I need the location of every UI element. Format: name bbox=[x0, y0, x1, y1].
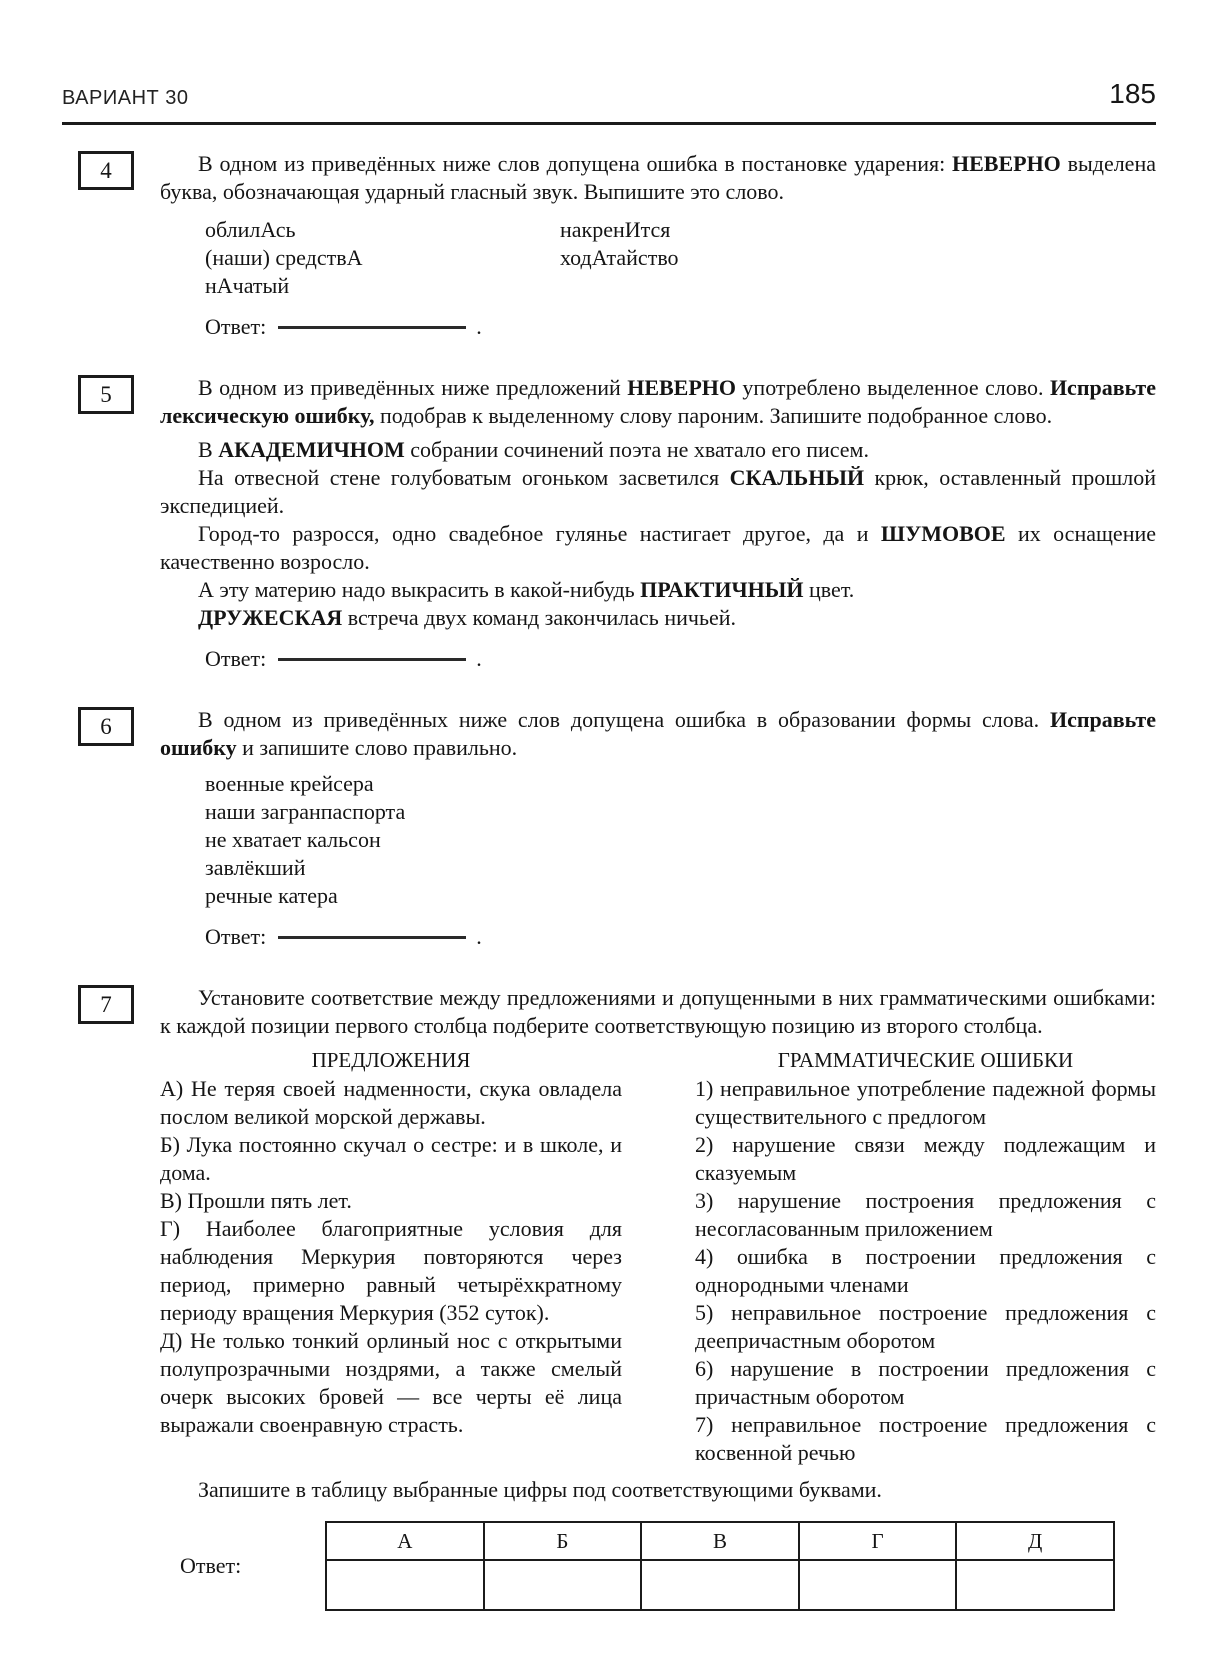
question-7-number-box bbox=[78, 985, 134, 1024]
intro-text: и запишите слово правильно. bbox=[236, 735, 518, 760]
sentence-text: Город-то разросся, одно свадебное гулянье настигает другое, да и bbox=[198, 521, 881, 546]
page-number: 185 bbox=[1109, 78, 1156, 109]
word-option: облилАсь bbox=[205, 217, 296, 242]
intro-text: подобрав к выделенному слову пароним. Запишите подобранное слово. bbox=[374, 403, 1053, 428]
table-header-cell: А bbox=[326, 1522, 484, 1560]
form-option: не хватает кальсон bbox=[205, 827, 381, 852]
answer-label: Ответ: bbox=[205, 646, 267, 671]
sentence-bold-term: СКАЛЬНЫЙ bbox=[729, 465, 865, 490]
match-right-item: 6) нарушение в построении предложения с причастным оборотом bbox=[695, 1356, 1156, 1409]
question-5-number: 5 bbox=[100, 381, 112, 407]
question-4-word-list bbox=[205, 216, 1156, 300]
question-5 bbox=[62, 374, 1156, 673]
match-right-item: 3) нарушение построения предложения с несогласованным приложением bbox=[695, 1188, 1156, 1241]
sentence-text: В bbox=[198, 437, 219, 462]
question-5-content bbox=[160, 374, 1156, 673]
match-left-item: А) Не теряя своей надменности, скука овладела послом великой морской державы. bbox=[160, 1076, 622, 1129]
intro-text: В одном из приведённых ниже слов допущена ошибка в образовании формы слова. bbox=[198, 707, 1050, 732]
question-4-number-box bbox=[78, 151, 134, 190]
match-right-item: 4) ошибка в построении предложения с однородными членами bbox=[695, 1244, 1156, 1297]
question-4-content bbox=[160, 150, 1156, 341]
question-4-answer-row bbox=[160, 313, 1156, 341]
question-4-intro bbox=[160, 150, 1156, 206]
answer-blank-line bbox=[278, 326, 466, 329]
word-option: накренИтся bbox=[560, 217, 671, 242]
intro-bold-term: Исправьте ошибку bbox=[160, 707, 1156, 760]
match-right-item: 1) неправильное употребление падежной формы существительного с предлогом bbox=[695, 1076, 1156, 1129]
page-header bbox=[62, 0, 1156, 125]
word-list-column-1 bbox=[205, 216, 560, 300]
question-5-answer-row bbox=[160, 645, 1156, 673]
question-6-number-box bbox=[78, 707, 134, 746]
word-option: нАчатый bbox=[205, 273, 290, 298]
intro-bold-term: НЕВЕРНО bbox=[627, 375, 736, 400]
sentence bbox=[160, 604, 1156, 632]
form-option: наши загранпаспорта bbox=[205, 799, 406, 824]
intro-bold-term: НЕВЕРНО bbox=[952, 151, 1061, 176]
answer-label: Ответ: bbox=[205, 924, 267, 949]
table-header-cell: В bbox=[641, 1522, 799, 1560]
answer-blank-line bbox=[278, 658, 466, 661]
sentence-text: На отвесной стене голубоватым огоньком засветился bbox=[198, 465, 730, 490]
intro-text: употреблено выделенное слово. bbox=[736, 375, 1050, 400]
match-right-item: 7) неправильное построение предложения с косвенной речью bbox=[695, 1412, 1156, 1465]
answer-table bbox=[325, 1521, 1115, 1611]
sentence bbox=[160, 520, 1156, 576]
question-7 bbox=[62, 984, 1156, 1611]
sentence-text: цвет. bbox=[803, 577, 855, 602]
table-header-cell: Б bbox=[484, 1522, 642, 1560]
answer-label: Ответ: bbox=[180, 1553, 242, 1578]
question-5-intro bbox=[160, 374, 1156, 430]
answer-cell bbox=[799, 1560, 957, 1610]
table-header-cell: Г bbox=[799, 1522, 957, 1560]
intro-text: В одном из приведённых ниже предложений bbox=[198, 375, 628, 400]
answer-cell bbox=[956, 1560, 1114, 1610]
sentences-column bbox=[160, 1046, 622, 1467]
answer-cell bbox=[484, 1560, 642, 1610]
answer-cell bbox=[326, 1560, 484, 1610]
sentence-text: крюк, оставленный прошлой экспедицией. bbox=[160, 465, 1156, 518]
question-4-number: 4 bbox=[100, 157, 112, 183]
form-option: речные катера bbox=[205, 883, 338, 908]
question-7-answer-row bbox=[160, 1521, 1156, 1611]
variant-label: ВАРИАНТ 30 bbox=[62, 87, 189, 109]
question-7-intro: Установите соответствие между предложениями и допущенными в них грамматическими ошибками: к каждой позиции первого столбца подберите соответствующую позицию из второго столбца. bbox=[160, 985, 1156, 1038]
intro-bold-term: Исправьте лексическую ошибку, bbox=[160, 375, 1156, 428]
sentence-text: собрании сочинений поэта не хватало его писем. bbox=[404, 437, 869, 462]
question-7-number: 7 bbox=[100, 991, 112, 1017]
answer-label: Ответ: bbox=[205, 314, 267, 339]
table-instruction: Запишите в таблицу выбранные цифры под соответствующими буквами. bbox=[198, 1477, 882, 1502]
sentence-bold-term: ПРАКТИЧНЫЙ bbox=[640, 577, 804, 602]
sentence bbox=[160, 576, 1156, 604]
sentence-bold-term: АКАДЕМИЧНОМ bbox=[218, 437, 405, 462]
match-left-item: Б) Лука постоянно скучал о сестре: и в школе, и дома. bbox=[160, 1132, 622, 1185]
sentence bbox=[160, 464, 1156, 520]
word-option: ходАтайство bbox=[560, 245, 679, 270]
answer-table-input-row bbox=[326, 1560, 1114, 1610]
errors-column-header: ГРАММАТИЧЕСКИЕ ОШИБКИ bbox=[777, 1048, 1074, 1072]
match-left-item: Д) Не только тонкий орлиный нос с открытыми полупрозрачными ноздрями, а также смелый очерк высоких бровей — все черты её лица выражали своенравную страсть. bbox=[160, 1328, 622, 1437]
word-option: (наши) средствА bbox=[205, 245, 363, 270]
answer-cell bbox=[641, 1560, 799, 1610]
sentence-text: встреча двух команд закончилась ничьей. bbox=[342, 605, 737, 630]
question-7-content bbox=[160, 984, 1156, 1611]
answer-period: . bbox=[476, 646, 482, 671]
question-6-content bbox=[160, 706, 1156, 951]
word-list-column-2 bbox=[560, 216, 1156, 300]
answer-period: . bbox=[476, 924, 482, 949]
answer-table-header-row bbox=[326, 1522, 1114, 1560]
question-6-answer-row bbox=[160, 923, 1156, 951]
question-6-number: 6 bbox=[100, 713, 112, 739]
intro-text: В одном из приведённых ниже слов допущена ошибка в постановке ударения: bbox=[198, 151, 952, 176]
match-left-item: Г) Наиболее благоприятные условия для наблюдения Меркурия повторяются через период, примерно равный четырёхкратному периоду вращения Меркурия (352 суток). bbox=[160, 1216, 622, 1325]
match-right-item: 2) нарушение связи между подлежащим и сказуемым bbox=[695, 1132, 1156, 1185]
sentence-bold-term: ДРУЖЕСКАЯ bbox=[198, 605, 343, 630]
form-option: военные крейсера bbox=[205, 771, 374, 796]
table-header-cell: Д bbox=[956, 1522, 1114, 1560]
sentences-column-header: ПРЕДЛОЖЕНИЯ bbox=[311, 1048, 471, 1072]
sentence bbox=[160, 436, 1156, 464]
sentence-text: А эту материю надо выкрасить в какой-нибудь bbox=[198, 577, 641, 602]
answer-period: . bbox=[476, 314, 482, 339]
question-5-number-box bbox=[78, 375, 134, 414]
sentence-bold-term: ШУМОВОЕ bbox=[880, 521, 1006, 546]
answer-blank-line bbox=[278, 936, 466, 939]
errors-column bbox=[695, 1046, 1156, 1467]
match-right-item: 5) неправильное построение предложения с деепричастным оборотом bbox=[695, 1300, 1156, 1353]
sentence-text: их оснащение качественно возросло. bbox=[160, 521, 1157, 574]
matching-columns bbox=[160, 1046, 1156, 1467]
match-left-item: В) Прошли пять лет. bbox=[160, 1188, 352, 1213]
question-6 bbox=[62, 706, 1156, 951]
form-option: завлёкший bbox=[205, 855, 306, 880]
question-6-option-list bbox=[205, 770, 1156, 910]
question-4 bbox=[62, 150, 1156, 341]
intro-text: выделена буква, обозначающая ударный гласный звук. Выпишите это слово. bbox=[160, 151, 1156, 204]
question-6-intro bbox=[160, 706, 1156, 762]
